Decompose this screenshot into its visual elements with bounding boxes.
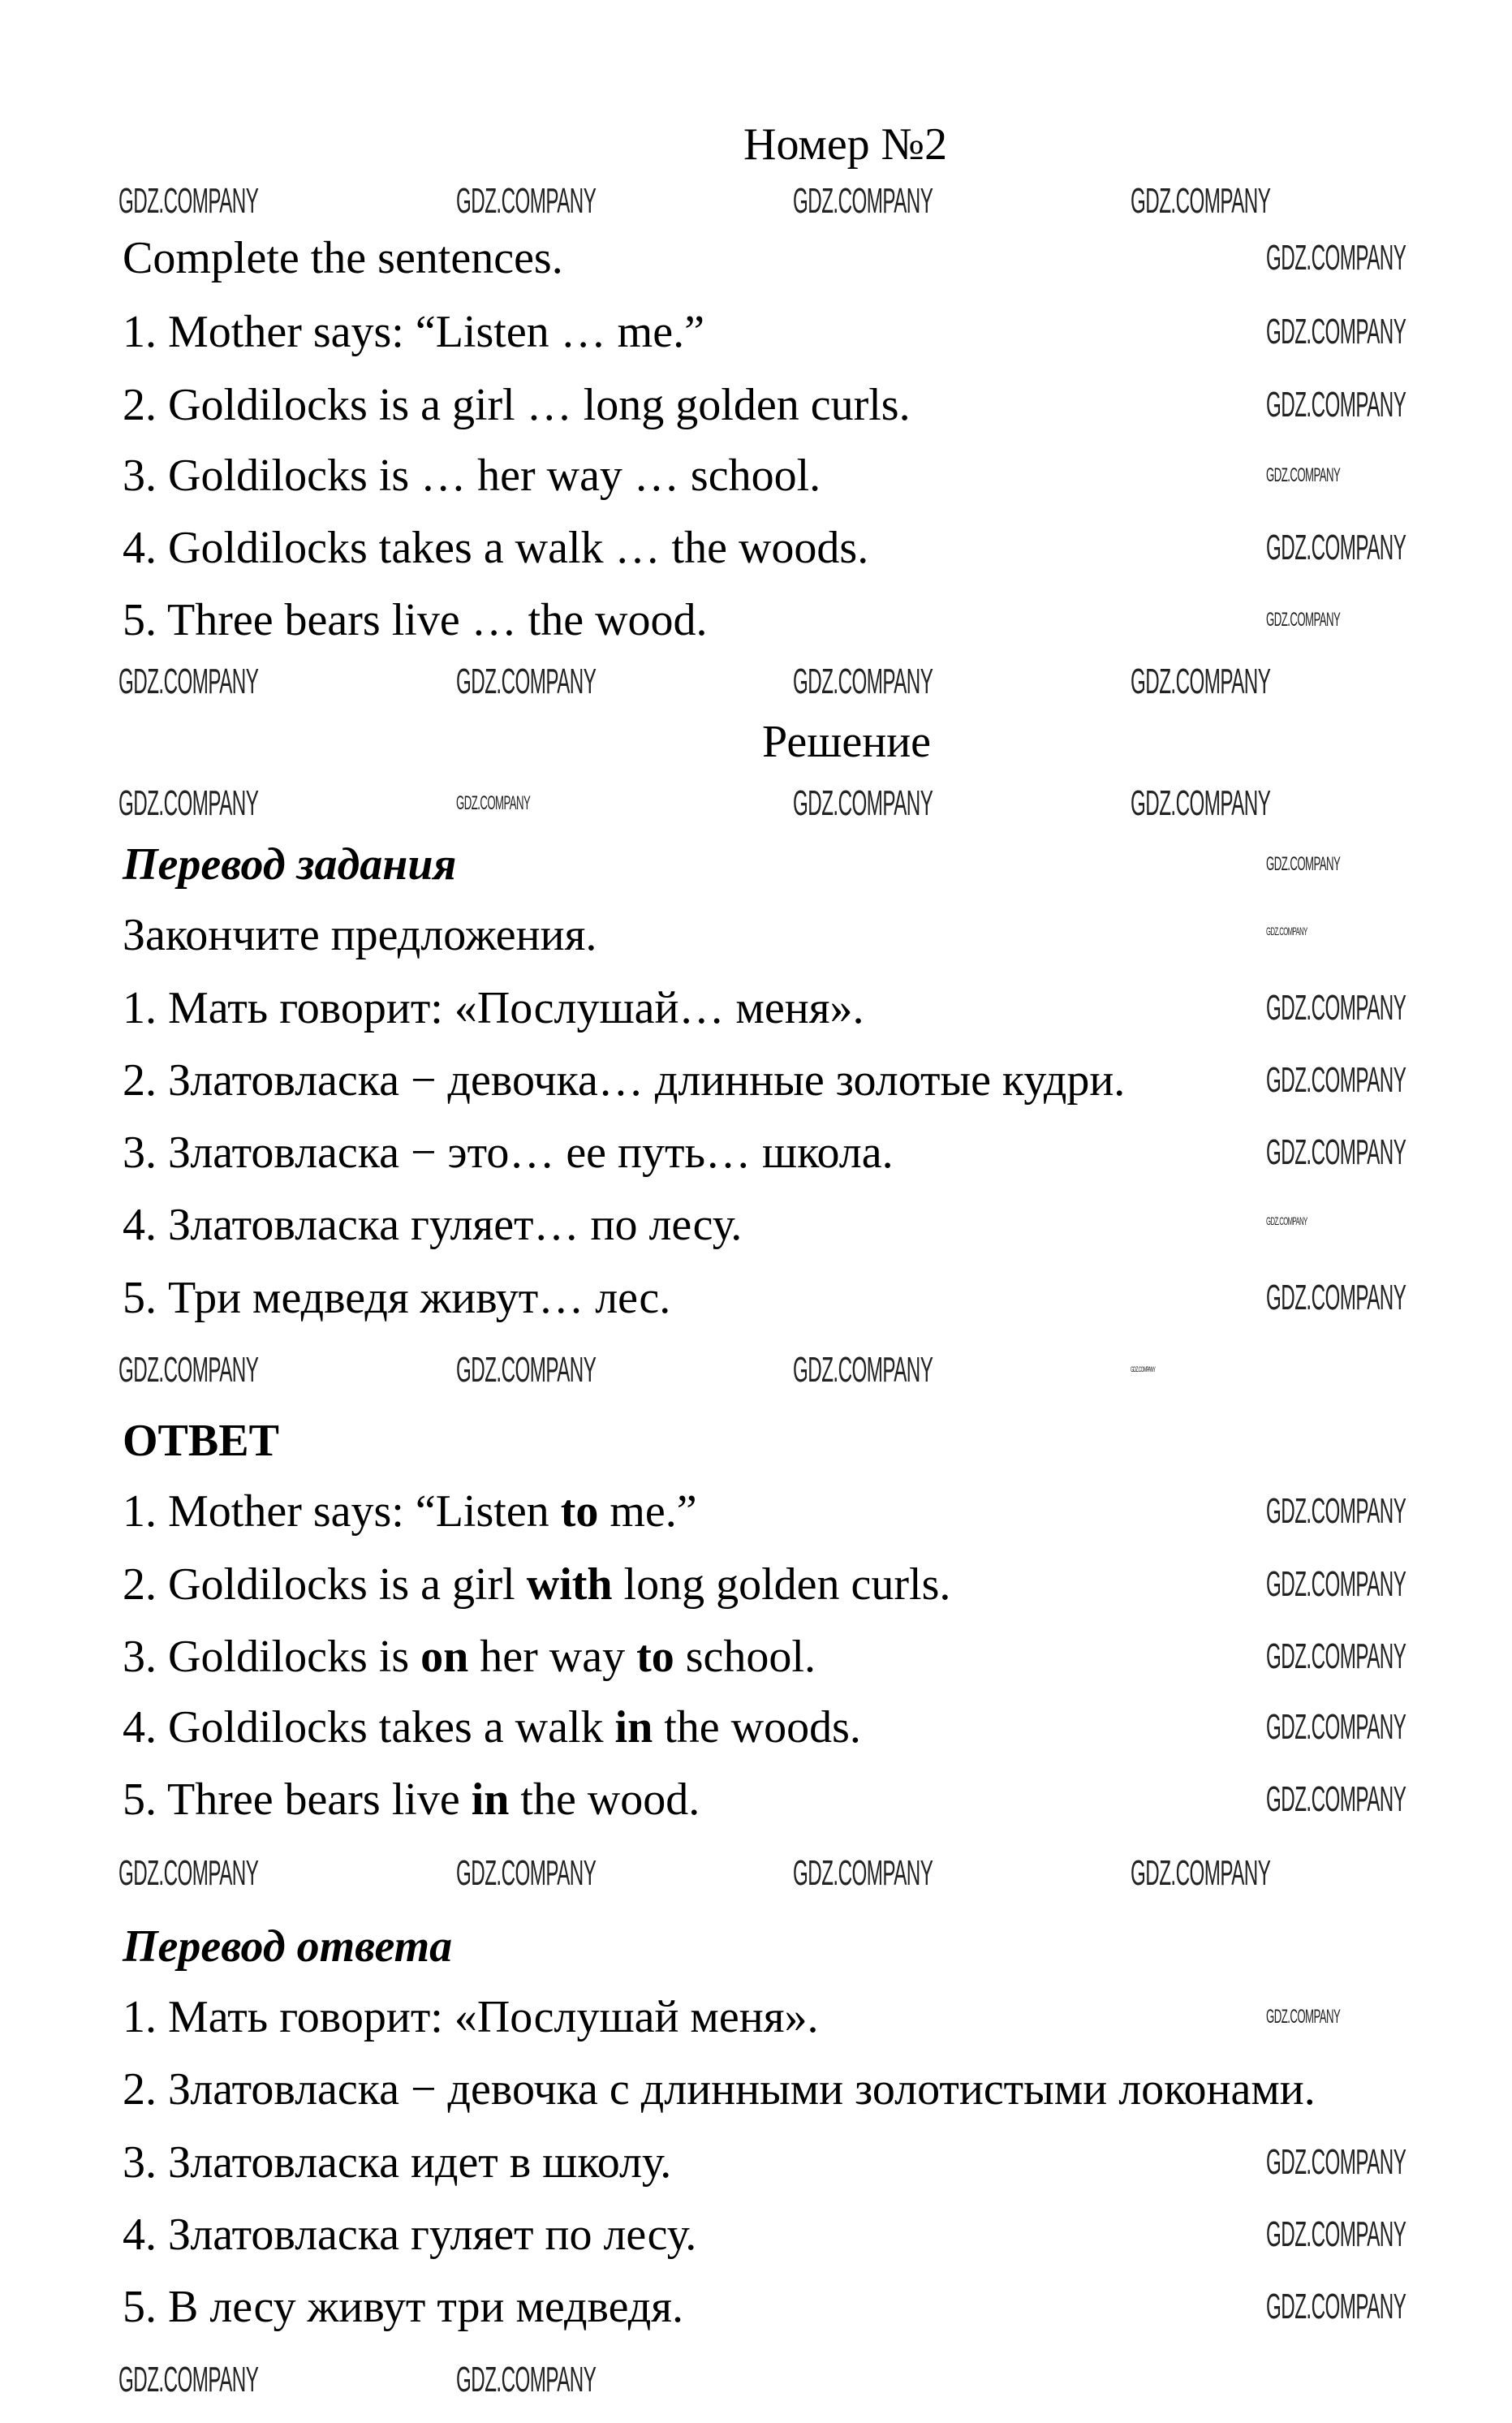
watermark: GDZ.COMPANY xyxy=(1266,2214,1406,2254)
solution-heading: Решение xyxy=(762,717,932,767)
answer-text: me.” xyxy=(598,1486,697,1537)
task-translation-item: 3. Златовласка − это… ее путь… школа. xyxy=(123,1127,894,1178)
watermark: GDZ.COMPANY xyxy=(1266,1278,1406,1317)
answer-text: 2. Goldilocks is a girl xyxy=(123,1559,527,1610)
watermark: GDZ.COMPANY xyxy=(1266,925,1307,938)
answer-translation-item: 4. Златовласка гуляет по лесу. xyxy=(123,2210,697,2260)
watermark: GDZ.COMPANY xyxy=(1266,238,1406,278)
watermark: GDZ.COMPANY xyxy=(1266,1564,1406,1604)
watermark: GDZ.COMPANY xyxy=(1266,464,1341,486)
watermark: GDZ.COMPANY xyxy=(793,1853,933,1893)
watermark: GDZ.COMPANY xyxy=(1266,1132,1406,1172)
answer-translation-item: 1. Мать говорит: «Послушай меня». xyxy=(123,1992,819,2042)
answer-word: to xyxy=(636,1632,674,1682)
answer-text: the woods. xyxy=(653,1702,861,1753)
task-item: 3. Goldilocks is … her way … school. xyxy=(123,451,821,501)
answer-item xyxy=(123,1559,950,1610)
answer-text: long golden curls. xyxy=(612,1559,951,1610)
answer-text: her way xyxy=(468,1632,637,1682)
task-translation-instruction: Закончите предложения. xyxy=(123,910,597,960)
task-translation-item: 2. Златовласка − девочка… длинные золотые кудри. xyxy=(123,1055,1126,1106)
watermark: GDZ.COMPANY xyxy=(1266,528,1406,567)
task-translation-item: 5. Три медведя живут… лес. xyxy=(123,1273,671,1323)
watermark: GDZ.COMPANY xyxy=(456,792,531,814)
watermark: GDZ.COMPANY xyxy=(1266,853,1341,875)
watermark: GDZ.COMPANY xyxy=(1131,1853,1271,1893)
answer-word: in xyxy=(614,1702,653,1753)
answer-heading: ОТВЕТ xyxy=(123,1416,279,1466)
watermark: GDZ.COMPANY xyxy=(118,783,259,823)
answer-text: 4. Goldilocks takes a walk xyxy=(123,1702,615,1753)
watermark: GDZ.COMPANY xyxy=(1266,988,1406,1028)
watermark: GDZ.COMPANY xyxy=(118,1350,259,1390)
watermark: GDZ.COMPANY xyxy=(118,1853,259,1893)
watermark: GDZ.COMPANY xyxy=(793,1350,933,1390)
watermark: GDZ.COMPANY xyxy=(456,1853,597,1893)
watermark: GDZ.COMPANY xyxy=(1266,1214,1307,1227)
answer-word: to xyxy=(560,1486,599,1537)
watermark: GDZ.COMPANY xyxy=(456,181,597,221)
watermark: GDZ.COMPANY xyxy=(118,662,259,701)
watermark: GDZ.COMPANY xyxy=(1266,312,1406,351)
task-item: 1. Mother says: “Listen … me.” xyxy=(123,307,704,357)
watermark: GDZ.COMPANY xyxy=(1131,181,1271,221)
task-item: 2. Goldilocks is a girl … long golden curls. xyxy=(123,380,911,430)
answer-translation-item: 2. Златовласка − девочка с длинными золотистыми локонами. xyxy=(123,2064,1316,2115)
watermark: GDZ.COMPANY xyxy=(793,662,933,701)
answer-translation-item: 3. Златовласка идет в школу. xyxy=(123,2137,672,2188)
watermark: GDZ.COMPANY xyxy=(793,783,933,823)
answer-word: on xyxy=(420,1632,469,1682)
watermark: GDZ.COMPANY xyxy=(118,181,259,221)
answer-word: with xyxy=(526,1559,613,1610)
watermark: GDZ.COMPANY xyxy=(118,2360,259,2399)
watermark: GDZ.COMPANY xyxy=(1266,385,1406,425)
watermark: GDZ.COMPANY xyxy=(1266,2142,1406,2182)
answer-text: 1. Mother says: “Listen xyxy=(123,1486,561,1537)
task-item: 4. Goldilocks takes a walk … the woods. xyxy=(123,523,869,573)
watermark: GDZ.COMPANY xyxy=(1266,1636,1406,1676)
watermark: GDZ.COMPANY xyxy=(1131,662,1271,701)
watermark: GDZ.COMPANY xyxy=(1131,783,1271,823)
answer-text: the wood. xyxy=(509,1774,700,1825)
answer-text: 5. Three bears live xyxy=(123,1774,472,1825)
watermark: GDZ.COMPANY xyxy=(1266,1707,1406,1747)
task-instruction: Complete the sentences. xyxy=(123,233,563,283)
task-translation-heading: Перевод задания xyxy=(123,839,457,890)
answer-item xyxy=(123,1631,816,1683)
watermark: GDZ.COMPANY xyxy=(1266,1060,1406,1100)
answer-item xyxy=(123,1774,700,1826)
task-item: 5. Three bears live … the wood. xyxy=(123,595,708,645)
answer-text: 3. Goldilocks is xyxy=(123,1632,421,1682)
watermark: GDZ.COMPANY xyxy=(793,181,933,221)
answer-item xyxy=(123,1485,697,1537)
watermark: GDZ.COMPANY xyxy=(456,2360,597,2399)
answer-word: in xyxy=(471,1774,510,1825)
answer-item xyxy=(123,1701,861,1753)
page-title: Номер №2 xyxy=(743,119,948,170)
watermark: GDZ.COMPANY xyxy=(456,662,597,701)
watermark: GDZ.COMPANY xyxy=(1266,2006,1341,2028)
watermark: GDZ.COMPANY xyxy=(1266,1491,1406,1531)
answer-text: school. xyxy=(674,1632,816,1682)
task-translation-item: 1. Мать говорит: «Послушай… меня». xyxy=(123,983,864,1033)
answer-translation-heading: Перевод ответа xyxy=(123,1921,453,1972)
watermark: GDZ.COMPANY xyxy=(456,1350,597,1390)
watermark: GDZ.COMPANY xyxy=(1266,1779,1406,1819)
watermark: GDZ.COMPANY xyxy=(1131,1365,1156,1373)
task-translation-item: 4. Златовласка гуляет… по лесу. xyxy=(123,1200,743,1250)
watermark: GDZ.COMPANY xyxy=(1266,609,1341,631)
watermark: GDZ.COMPANY xyxy=(1266,2287,1406,2326)
answer-translation-item: 5. В лесу живут три медведя. xyxy=(123,2282,683,2332)
